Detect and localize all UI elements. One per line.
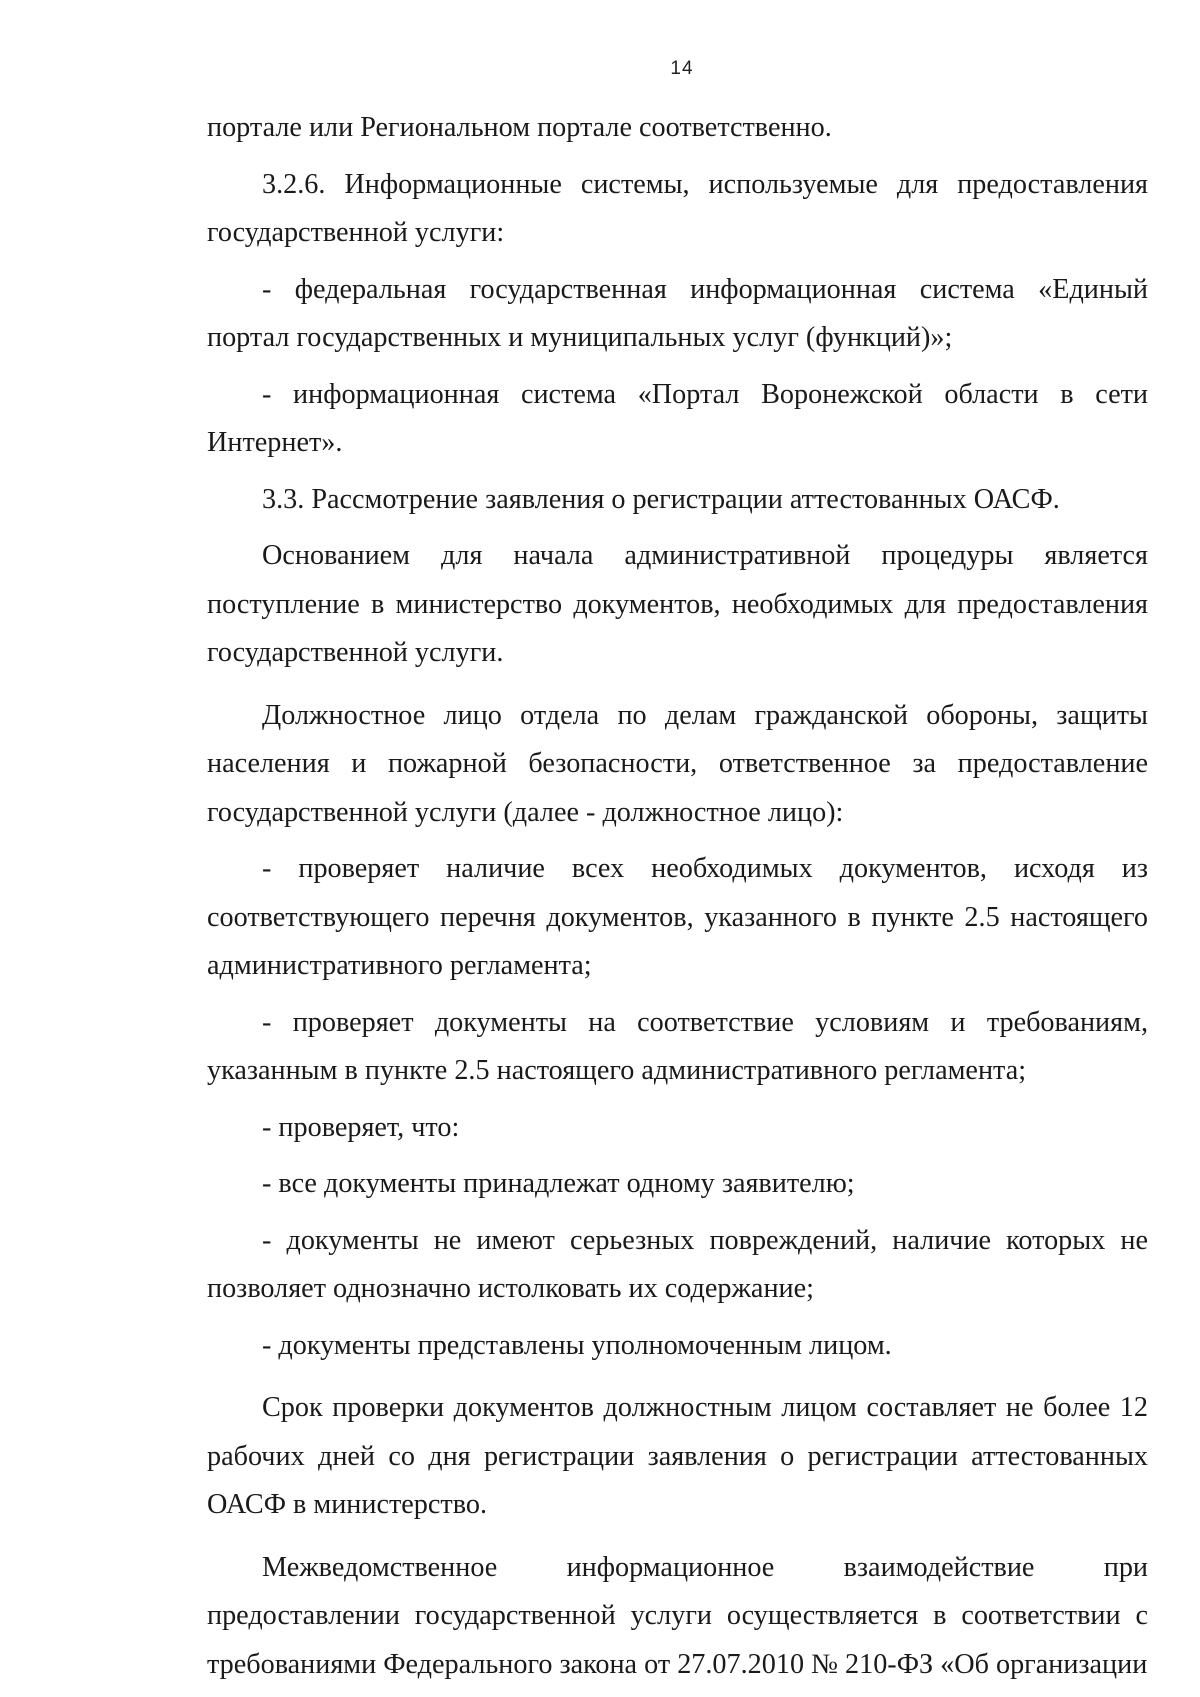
paragraph: - документы представлены уполномоченным лицом. [262,1329,892,1361]
paragraph: - проверяет, что: [262,1111,460,1143]
page-number: 14 [670,58,694,79]
paragraph: 3.2.6. Информационные системы, используемые для предоставления государственной услуги: [207,168,1148,248]
section-heading: 3.3. Рассмотрение заявления о регистрации аттестованных ОАСФ. [262,483,1060,515]
paragraph: - документы не имеют серьезных повреждений, наличие которых не позволяет однозначно истолковать их содержание; [207,1224,1148,1304]
paragraph: Межведомственное информационное взаимодействие при предоставлении государственной услуги осуществляется в соответствии с требованиями Федерального закона от 27.07.2010 № 210-ФЗ «Об организации [207,1551,1148,1680]
paragraph: - проверяет наличие всех необходимых документов, исходя из соответствующего перечня документов, указанного в пункте 2.5 настоящего административного регламента; [207,853,1148,981]
paragraph: - информационная система «Портал Воронежской области в сети Интернет». [207,378,1148,458]
paragraph: - проверяет документы на соответствие условиям и требованиям, указанным в пункте 2.5 настоящего административного регламента; [207,1006,1148,1086]
paragraph: Должностное лицо отдела по делам гражданской обороны, защиты населения и пожарной безопасности, ответственное за предоставление государственной услуги (далее - должностное лицо): [207,699,1148,828]
document-body [207,104,1148,1689]
paragraph: порталe или Региональном портале соответственно. [207,112,832,143]
paragraph: - все документы принадлежат одному заявителю; [262,1168,855,1199]
paragraph: Основанием для начала административной процедуры является поступление в министерство документов, необходимых для предоставления государственной услуги. [207,540,1148,668]
paragraph: - федеральная государственная информационная система «Единый портал государственных и муниципальных услуг (функций)»; [207,273,1148,353]
paragraph: Срок проверки документов должностным лицом составляет не более 12 рабочих дней со дня регистрации заявления о регистрации аттестованных ОАСФ в министерство. [207,1392,1148,1520]
